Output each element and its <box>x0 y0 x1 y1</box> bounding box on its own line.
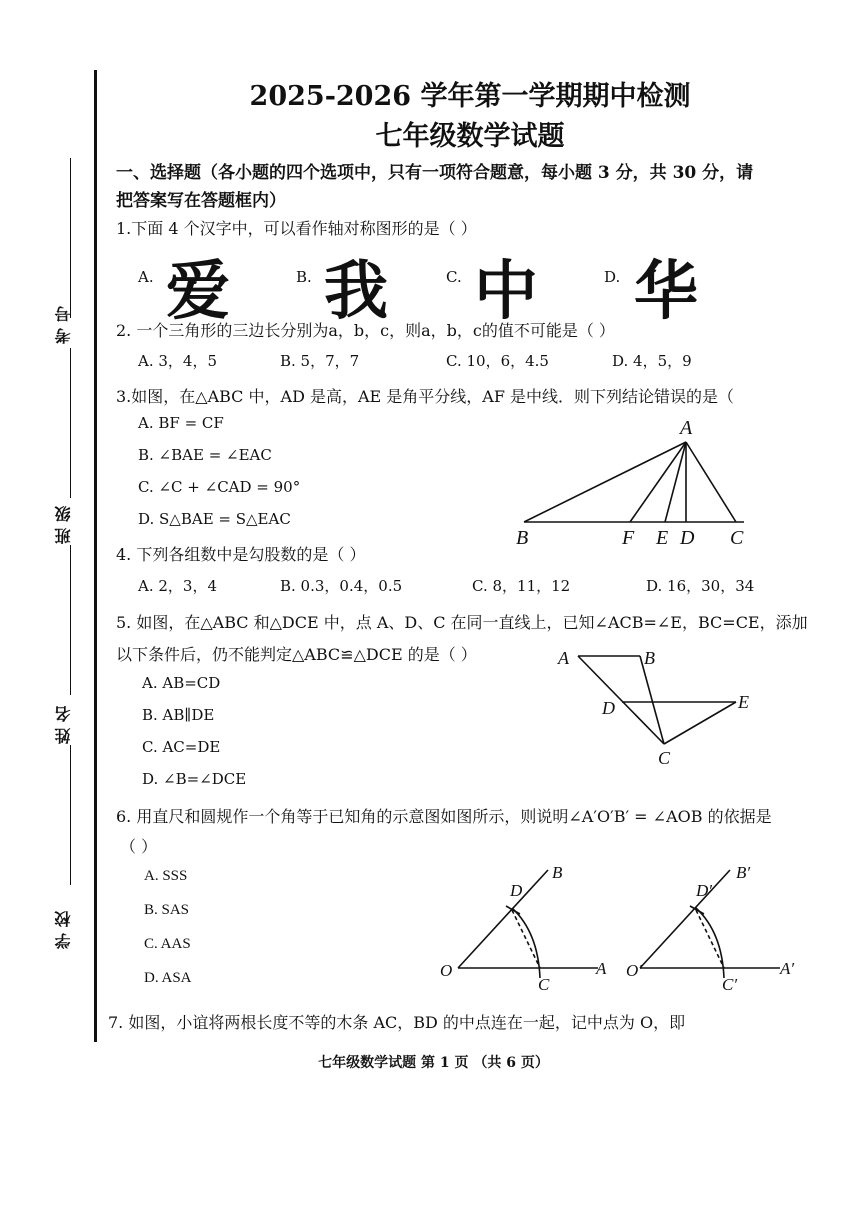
q1-option-d-char: 华 <box>634 255 698 329</box>
q6-label-b: B <box>552 863 563 882</box>
q5-label-b: B <box>644 648 655 668</box>
q6-stem-line2: （ ） <box>120 837 158 856</box>
q3-option-b: B. ∠BAE = ∠EAC <box>138 446 272 464</box>
q6-label-d-prime: D′ <box>696 881 712 900</box>
q4-stem: 4. 下列各组数中是勾股数的是（ ） <box>116 545 366 564</box>
q2-option-c: C. 10，6，4.5 <box>446 352 549 370</box>
q1-option-b-char: 我 <box>324 255 388 329</box>
section-heading-line1: 一、选择题（各小题的四个选项中，只有一项符合题意，每小题 3 分，共 30 分，请 <box>116 163 754 183</box>
kaohao-line <box>70 158 71 318</box>
q5-option-b: B. AB∥DE <box>142 706 215 724</box>
q3-line-ae <box>665 442 686 522</box>
q1-option-c-char: 中 <box>474 255 538 329</box>
binding-line <box>94 70 97 1042</box>
q3-label-e: E <box>656 527 669 549</box>
q1-option-d-letter: D. <box>604 268 621 286</box>
q6-option-b: B. SAS <box>144 902 190 918</box>
q3-label-c: C <box>730 527 744 549</box>
q6-label-o-prime: O′ <box>626 961 642 980</box>
section-heading-line2: 把答案写在答题框内） <box>116 191 286 211</box>
q3-label-f: F <box>622 527 635 549</box>
q2-option-d: D. 4，5，9 <box>612 352 692 370</box>
q2-stem: 2. 一个三角形的三边长分别为a，b，c，则a，b，c的值不可能是（ ） <box>116 321 615 340</box>
q6-left-dashed-dc <box>512 910 540 968</box>
q5-line-ec <box>664 702 736 744</box>
q6-left-ray-ob <box>458 870 548 968</box>
kaohao-label: 考号 <box>54 300 73 344</box>
q5-option-d: D. ∠B=∠DCE <box>142 770 247 788</box>
q3-option-d: D. S△BAE = S△EAC <box>138 510 291 528</box>
q6-option-c: C. AAS <box>144 936 191 952</box>
q2-option-a: A. 3，4，5 <box>138 352 217 370</box>
page-footer: 七年级数学试题 第 1 页 （共 6 页） <box>318 1055 549 1071</box>
q6-figure <box>430 856 810 996</box>
q1-option-a-char: 爱 <box>166 255 230 329</box>
q5-label-c: C <box>658 748 671 768</box>
q6-right-ray-ob <box>640 870 730 968</box>
q5-figure <box>550 640 770 770</box>
q6-label-a: A <box>596 959 607 978</box>
xuexiao-label: 学校 <box>54 905 73 949</box>
q3-line-ab <box>524 442 686 522</box>
page-title: 2025-2026 学年第一学期期中检测 <box>249 81 691 112</box>
q5-stem-line2: 以下条件后，仍不能判定△ABC≌△DCE 的是（ ） <box>116 645 477 664</box>
q6-option-d: D. ASA <box>144 970 192 986</box>
q5-label-d: D <box>602 698 615 718</box>
q3-option-a: A. BF = CF <box>138 414 224 432</box>
q4-option-c: C. 8，11，12 <box>472 577 571 595</box>
banji-line-top <box>70 348 71 498</box>
banji-line <box>70 545 71 695</box>
q1-option-a-letter: A. <box>138 268 154 286</box>
q6-label-o: O <box>440 961 453 980</box>
q5-option-a: A. AB=CD <box>142 674 221 692</box>
q4-option-d: D. 16，30，34 <box>646 577 755 595</box>
q5-label-a: A <box>558 648 569 668</box>
q7-stem: 7. 如图，小谊将两根长度不等的木条 AC，BD 的中点连在一起，记中点为 O，即 <box>108 1013 686 1032</box>
q5-line-ac <box>578 656 664 744</box>
q6-label-c: C <box>538 975 550 994</box>
q5-stem-line1: 5. 如图，在△ABC 和△DCE 中，点 A、D、C 在同一直线上，已知∠ACB=∠E，BC=CE，添加 <box>116 613 808 632</box>
q4-option-a: A. 2，3，4 <box>138 577 217 595</box>
q5-option-c: C. AC=DE <box>142 738 221 756</box>
q6-label-b-prime: B′ <box>736 863 751 882</box>
banji-label: 班级 <box>54 500 73 544</box>
q4-option-b: B. 0.3，0.4，0.5 <box>280 577 403 595</box>
xingming-line <box>70 745 71 885</box>
q6-stem-line1: 6. 用直尺和圆规作一个角等于已知角的示意图如图所示，则说明∠A′O′B′ = ∠AOB 的依据是 <box>116 807 772 826</box>
q2-option-b: B. 5，7，7 <box>280 352 360 370</box>
q3-label-d: D <box>680 527 695 549</box>
q3-line-ac <box>686 442 736 522</box>
q6-option-a: A. SSS <box>144 868 188 884</box>
q3-option-c: C. ∠C + ∠CAD = 90° <box>138 478 301 496</box>
q6-label-c-prime: C′ <box>722 975 738 994</box>
xingming-label: 姓名 <box>54 700 73 744</box>
q1-stem: 1.下面 4 个汉字中，可以看作轴对称图形的是（ ） <box>116 219 477 238</box>
q3-triangle-figure <box>500 410 770 550</box>
page-subtitle: 七年级数学试题 <box>375 121 565 152</box>
q1-option-c-letter: C. <box>446 268 462 286</box>
q5-label-e: E <box>738 692 749 712</box>
q3-label-a: A <box>680 417 693 439</box>
q6-right-dashed-dc <box>696 910 724 968</box>
q6-label-a-prime: A′ <box>780 959 795 978</box>
q1-option-b-letter: B. <box>296 268 312 286</box>
q3-line-af <box>630 442 686 522</box>
q3-label-b: B <box>516 527 529 549</box>
q6-label-d: D <box>510 881 523 900</box>
q3-stem: 3.如图，在△ABC 中，AD 是高，AE 是角平分线，AF 是中线．则下列结论错误的是（ <box>116 387 735 406</box>
